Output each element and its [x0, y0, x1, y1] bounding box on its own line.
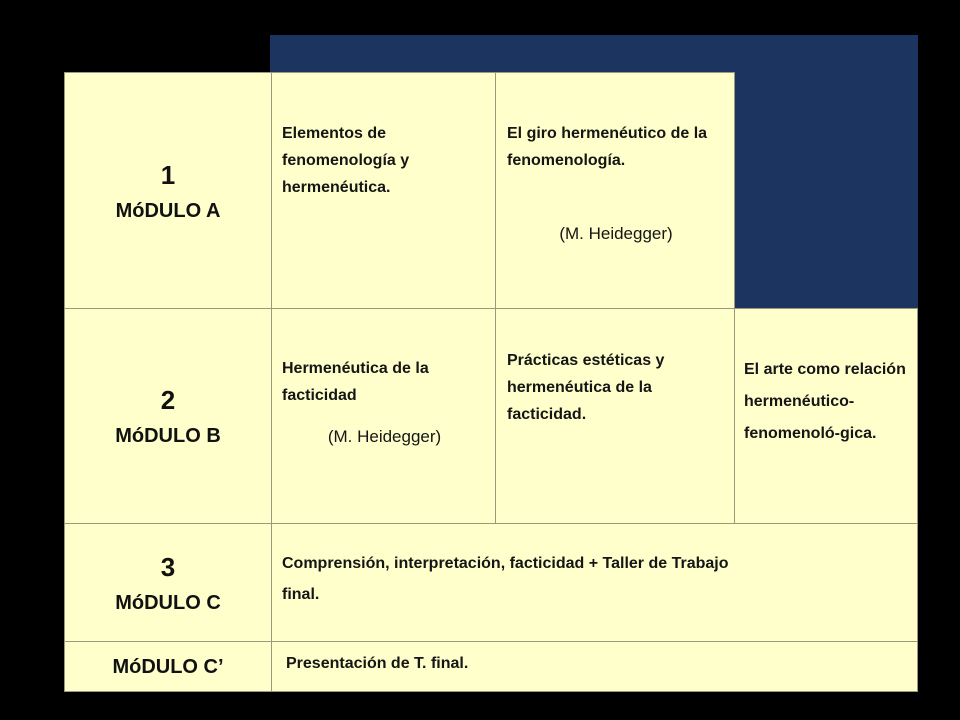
module-c-prime-content-cell — [271, 641, 918, 692]
module-c-title: MóDULO C — [115, 591, 221, 614]
module-c-prime-title: MóDULO C’ — [112, 655, 224, 678]
module-c-number: 3 — [160, 551, 176, 582]
module-a-topic-2-cell — [495, 72, 735, 309]
module-c-cell — [64, 523, 272, 642]
module-b-title: MóDULO B — [115, 425, 221, 447]
module-b-topic-2-cell — [495, 308, 735, 524]
module-b-topic-1-cell — [271, 308, 496, 524]
module-a-title: MóDULO A — [115, 199, 221, 222]
module-a-cell — [64, 72, 272, 309]
module-b-topic-3-cell — [734, 308, 918, 524]
module-b-topic-1-author: (M. Heidegger) — [327, 427, 442, 446]
module-a-topic-2-author: (M. Heidegger) — [559, 224, 673, 243]
module-b-topic-1: Hermenéutica de la facticidad — [282, 360, 429, 404]
module-a-topic-1-cell — [271, 72, 496, 309]
module-a-topic-1: Elementos de fenomenología y hermenéutica. — [282, 125, 410, 196]
module-c-content-cell — [271, 523, 918, 642]
module-a-number: 1 — [160, 159, 176, 190]
module-b-number: 2 — [160, 385, 176, 415]
module-c-content: Comprensión, interpretación, facticidad + Taller de Trabajo final. — [282, 555, 729, 603]
module-b-topic-3: El arte como relación hermenéutico-fenomenoló-gica. — [744, 361, 906, 442]
module-c-prime-content: Presentación de T. final. — [286, 655, 469, 672]
module-a-topic-2: El giro hermenéutico de la fenomenología. — [507, 125, 708, 169]
module-b-cell — [64, 308, 272, 524]
module-c-prime-cell — [64, 641, 272, 692]
module-b-topic-2: Prácticas estéticas y hermenéutica de la facticidad. — [507, 352, 665, 423]
